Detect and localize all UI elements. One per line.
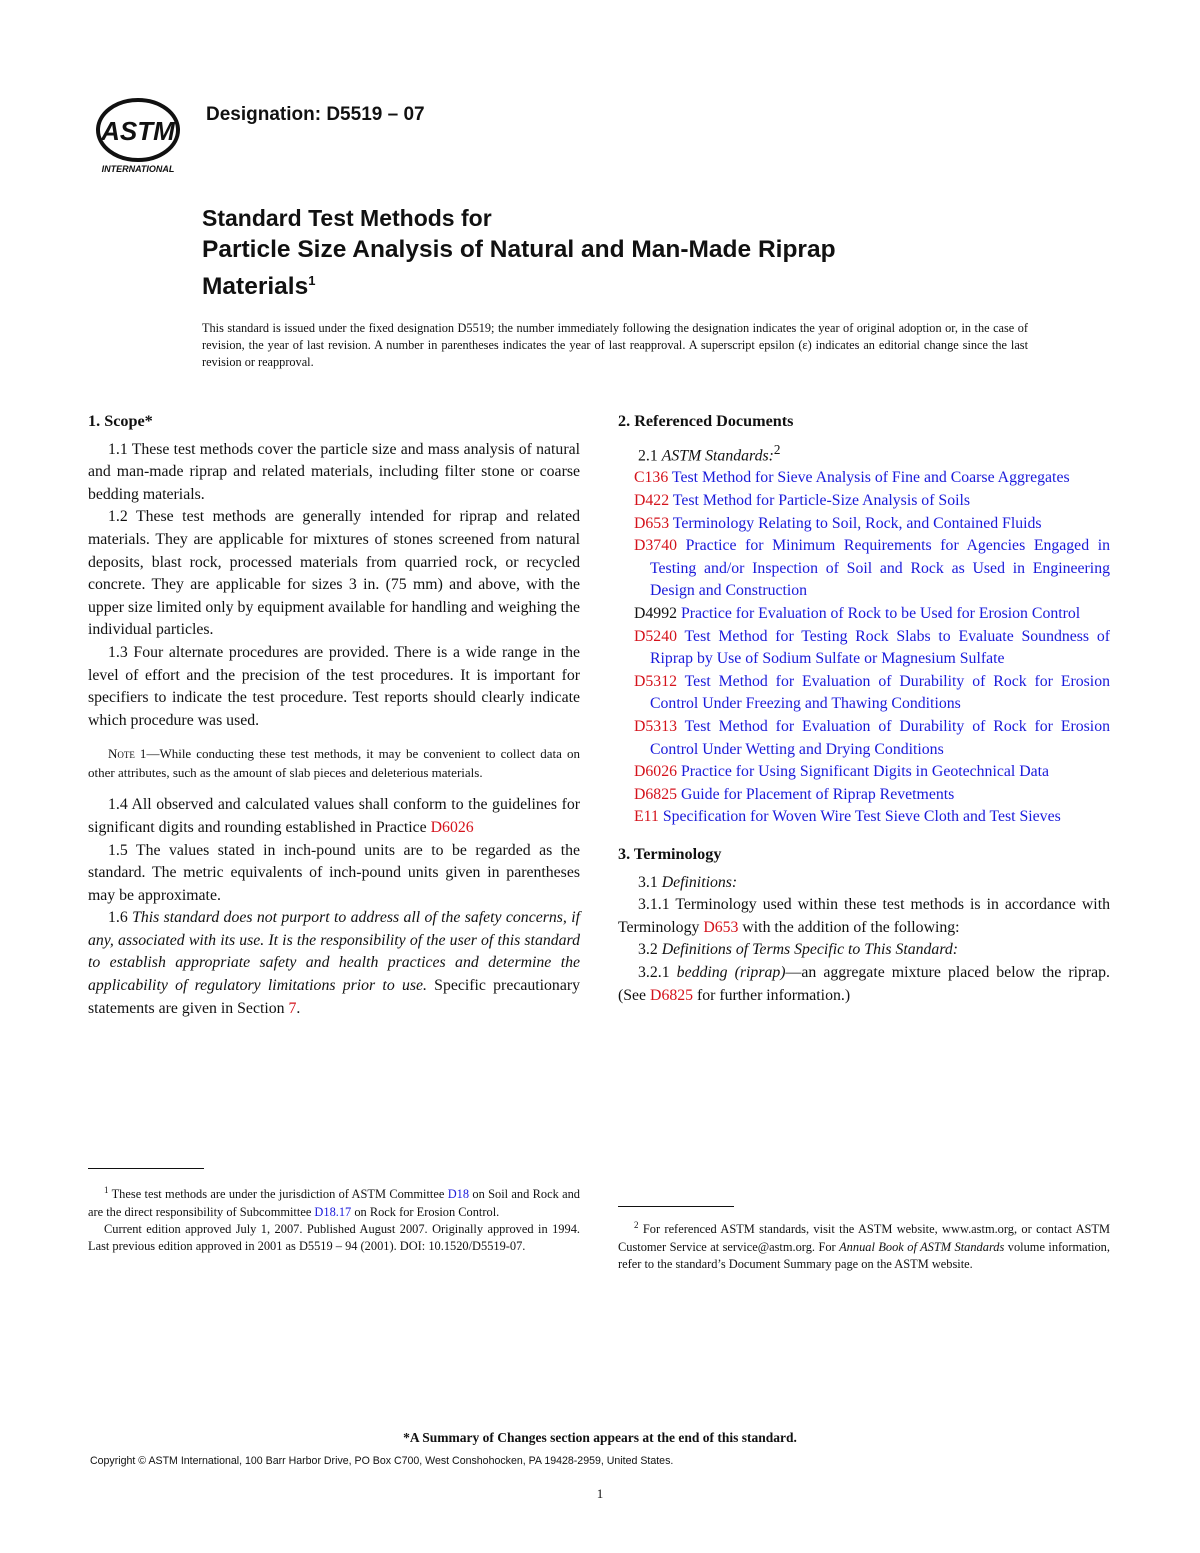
ref-item[interactable]: D3740 Practice for Minimum Requirements for Agencies Engaged in Testing and/or Inspection of Soil and Rock as Used in Engineering Design and Construction: [634, 537, 1110, 600]
page-number: 1: [596, 1486, 604, 1501]
summary-of-changes-note: *A Summary of Changes section appears at the end of this standard.: [403, 1430, 797, 1445]
para-3-2-1: 3.2.1 bedding (riprap)—an aggregate mixture placed below the riprap. (See D6825 for further information.): [618, 963, 1111, 1004]
logo-text: ASTM: [101, 116, 175, 146]
para-1-6: 1.6 This standard does not purport to address all of the safety concerns, if any, associated with its use. It is the responsibility of the user of this standard to establish appropriate safety and health practices and determine the applicability of regulatory limitations prior to use. Specific precautionary statements are given in Section 7.: [88, 909, 580, 1017]
ref-item[interactable]: C136 Test Method for Sieve Analysis of Fine and Coarse Aggregates: [634, 469, 1070, 487]
para-1-1: 1.1 These test methods cover the particle size and mass analysis of natural and man-made riprap and related materials, including filter stone or coarse bedding materials.: [88, 440, 580, 503]
footnote-1: $^1$ These test methods are under the jurisdiction of ASTM Committee D18 on Soil and Rock and are the direct responsibility of Subcommittee D18.17 on Rock for Erosion Control. Current edition approved July 1, 2007. Published August 2007. Originally approved in 1994. Last previous edition approved in 2001 as D5519 – 94 (2001). DOI: 10.1520/D5519-07.: [88, 1182, 580, 1256]
section-2-heading: 2. Referenced Documents: [618, 412, 794, 430]
para-3-1-1: 3.1.1 Terminology used within these test methods is in accordance with Terminology D653 with the addition of the following:: [618, 896, 1110, 936]
section-3-heading: 3. Terminology: [618, 844, 722, 863]
link-section-7[interactable]: 7: [288, 999, 297, 1017]
footnote-rule-left: [88, 1168, 204, 1169]
title-line-1: Standard Test Methods for: [202, 205, 492, 231]
para-1-2: 1.2 These test methods are generally intended for riprap and related materials. They are applicable for mixtures of stones screened from natural deposits, blast rock, processed materials from quarried rock, or recycled concrete. They are applicable for sizes 3 in. (75 mm) and above, with the upper size limited only by equipment available for handling and weighing the individual particles.: [88, 508, 580, 639]
ref-item[interactable]: D4992 Practice for Evaluation of Rock to be Used for Erosion Control: [634, 605, 1081, 623]
title-footnote-mark: 1: [308, 273, 316, 288]
ref-item[interactable]: D6026 Practice for Using Significant Digits in Geotechnical Data: [634, 763, 1050, 781]
document-title: [202, 203, 836, 302]
link-d18[interactable]: D18: [447, 1187, 470, 1202]
ref-item[interactable]: D6825 Guide for Placement of Riprap Revetments: [634, 785, 955, 803]
footnote-rule-right: [618, 1206, 734, 1207]
para-1-4: 1.4 All observed and calculated values shall conform to the guidelines for significant digits and rounding established in Practice D6026: [88, 796, 580, 836]
copyright: Copyright © ASTM International, 100 Barr Harbor Drive, PO Box C700, West Conshohocken, PA 19428-2959, United States.: [90, 1455, 674, 1467]
link-d6026[interactable]: D6026: [430, 818, 474, 836]
ref-item[interactable]: D653 Terminology Relating to Soil, Rock, and Contained Fluids: [634, 514, 1042, 532]
link-d6825[interactable]: D6825: [650, 986, 694, 1004]
para-1-5: 1.5 The values stated in inch-pound units are to be regarded as the standard. The metric equivalents of inch-pound units given in parentheses may be approximate.: [88, 841, 580, 904]
ref-item[interactable]: D5313 Test Method for Evaluation of Durability of Rock for Erosion Control Under Wetting and Drying Conditions: [634, 717, 1110, 758]
para-3-2: 3.2 Definitions of Terms Specific to This Standard:: [638, 941, 959, 959]
astm-logo: [88, 92, 188, 176]
designation: Designation: D5519 – 07: [206, 104, 425, 125]
para-3-1: 3.1 Definitions:: [638, 873, 738, 891]
reference-list: [618, 467, 1110, 829]
note-1: Note 1—While conducting these test methods, it may be convenient to collect data on other attributes, such as the amount of slab pieces and deleterious materials.: [88, 746, 580, 781]
para-1-3: 1.3 Four alternate procedures are provided. There is a wide range in the level of effort and the precision of the test procedures. It is important for specifiers to indicate the test procedure. Test reports should clearly indicate which procedure was used.: [88, 643, 580, 729]
link-d653[interactable]: D653: [703, 918, 739, 936]
standard-notice: This standard is issued under the fixed designation D5519; the number immediately following the designation indicates the year of original adoption or, in the case of revision, the year of last revision. A number in parentheses indicates the year of last reapproval. A superscript epsilon (ε) indicates an editorial change since the last revision or reapproval.: [202, 321, 1028, 369]
title-line-3: Materials$^1$: [202, 273, 316, 301]
title-line-2: Particle Size Analysis of Natural and Man-Made Riprap: [202, 236, 836, 263]
section-1-heading: 1. Scope*: [88, 412, 153, 430]
ref-item[interactable]: E11 Specification for Woven Wire Test Sieve Cloth and Test Sieves: [634, 808, 1061, 826]
ref-item[interactable]: D5312 Test Method for Evaluation of Durability of Rock for Erosion Control Under Freezing and Thawing Conditions: [634, 672, 1110, 713]
footnote-1-edition: Current edition approved July 1, 2007. Published August 2007. Originally approved in 1994. Last previous edition approved in 2001 as D5519 – 94 (2001). DOI: 10.1520/D5519-07.: [88, 1221, 580, 1254]
footnote-2: $^2$ For referenced ASTM standards, visit the ASTM website, www.astm.org, or contact ASTM Customer Service at service@astm.org. For Annual Book of ASTM Standards volume information, refer to the standard’s Document Summary page on the ASTM website.: [618, 1220, 1110, 1271]
ref-item[interactable]: D422 Test Method for Particle-Size Analysis of Soils: [634, 492, 971, 510]
left-column: [88, 410, 580, 1020]
ref-item[interactable]: D5240 Test Method for Testing Rock Slabs to Evaluate Soundness of Riprap by Use of Sodium Sulfate or Magnesium Sulfate: [634, 627, 1110, 668]
link-d18-17[interactable]: D18.17: [314, 1204, 352, 1219]
para-2-1: 2.1 ASTM Standards:$^2$: [638, 441, 781, 464]
logo-subtext: INTERNATIONAL: [101, 164, 175, 174]
right-column: [618, 410, 1110, 1007]
